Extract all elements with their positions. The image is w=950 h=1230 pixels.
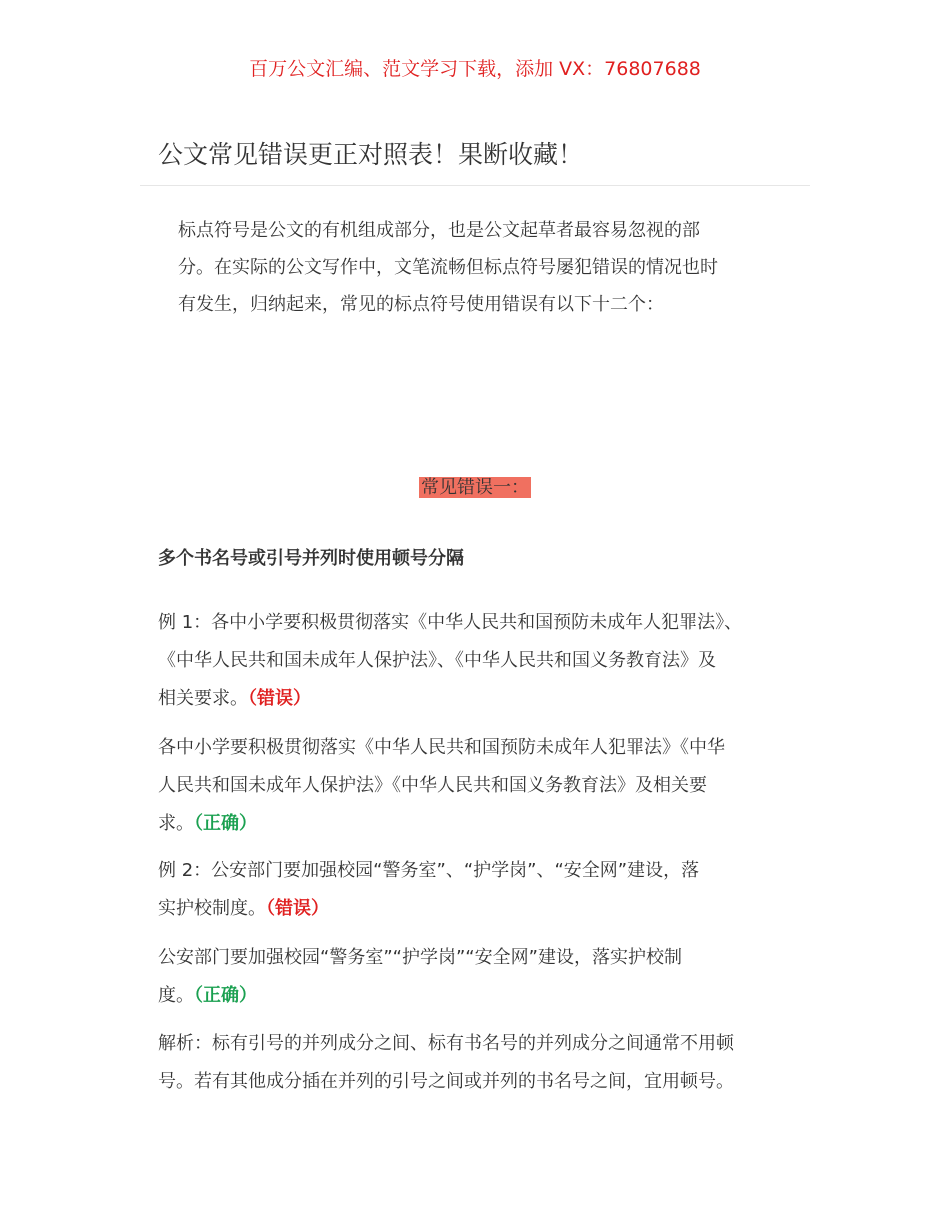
example-text: 实护校制度。 (158, 898, 266, 919)
example-text: 相关要求。 (158, 688, 248, 709)
promo-banner: 百万公文汇编、范文学习下载，添加 VX：76807688 (249, 58, 701, 80)
example-line: 公安部门要加强校园“警务室”“护学岗”“安全网”建设，落实护校制 (158, 947, 682, 968)
example-text: 求。 (158, 813, 194, 834)
example-line (158, 890, 798, 928)
intro-line: 分。在实际的公文写作中，文笔流畅但标点符号屡犯错误的情况也时 (178, 257, 718, 278)
right-tag: （正确） (194, 813, 257, 834)
example-1-right (158, 729, 798, 843)
example-line (158, 805, 798, 843)
page-title: 公文常见错误更正对照表！果断收藏！ (158, 140, 584, 169)
wrong-tag: （错误） (248, 688, 311, 709)
intro-line: 标点符号是公文的有机组成部分，也是公文起草者最容易忽视的部 (178, 220, 700, 241)
example-1-wrong (158, 604, 798, 718)
example-line (158, 680, 798, 718)
example-line: 《中华人民共和国未成年人保护法》、《中华人民共和国义务教育法》及 (158, 650, 716, 671)
intro-paragraph (178, 212, 758, 323)
example-line: 例 2：公安部门要加强校园“警务室”、“护学岗”、“安全网”建设，落 (158, 860, 700, 881)
section-heading-highlight: 常见错误一： (421, 477, 529, 498)
wrong-tag: （错误） (266, 898, 329, 919)
example-2-wrong (158, 852, 798, 928)
title-divider (140, 185, 810, 186)
example-line: 人民共和国未成年人保护法》《中华人民共和国义务教育法》及相关要 (158, 775, 707, 796)
analysis-paragraph (158, 1025, 798, 1101)
example-line: 各中小学要积极贯彻落实《中华人民共和国预防未成年人犯罪法》《中华 (158, 737, 725, 758)
example-text: 度。 (158, 985, 194, 1006)
example-2-right (158, 939, 798, 1015)
section-heading (0, 475, 950, 501)
example-line: 例 1：各中小学要积极贯彻落实《中华人民共和国预防未成年人犯罪法》、 (158, 612, 743, 633)
analysis-line: 号。若有其他成分插在并列的引号之间或并列的书名号之间，宜用顿号。 (158, 1071, 734, 1092)
example-line (158, 977, 798, 1015)
analysis-line: 解析：标有引号的并列成分之间、标有书名号的并列成分之间通常不用顿 (158, 1033, 734, 1054)
section-subheading: 多个书名号或引号并列时使用顿号分隔 (158, 548, 464, 569)
intro-line: 有发生，归纳起来，常见的标点符号使用错误有以下十二个： (178, 294, 664, 315)
right-tag: （正确） (194, 985, 257, 1006)
